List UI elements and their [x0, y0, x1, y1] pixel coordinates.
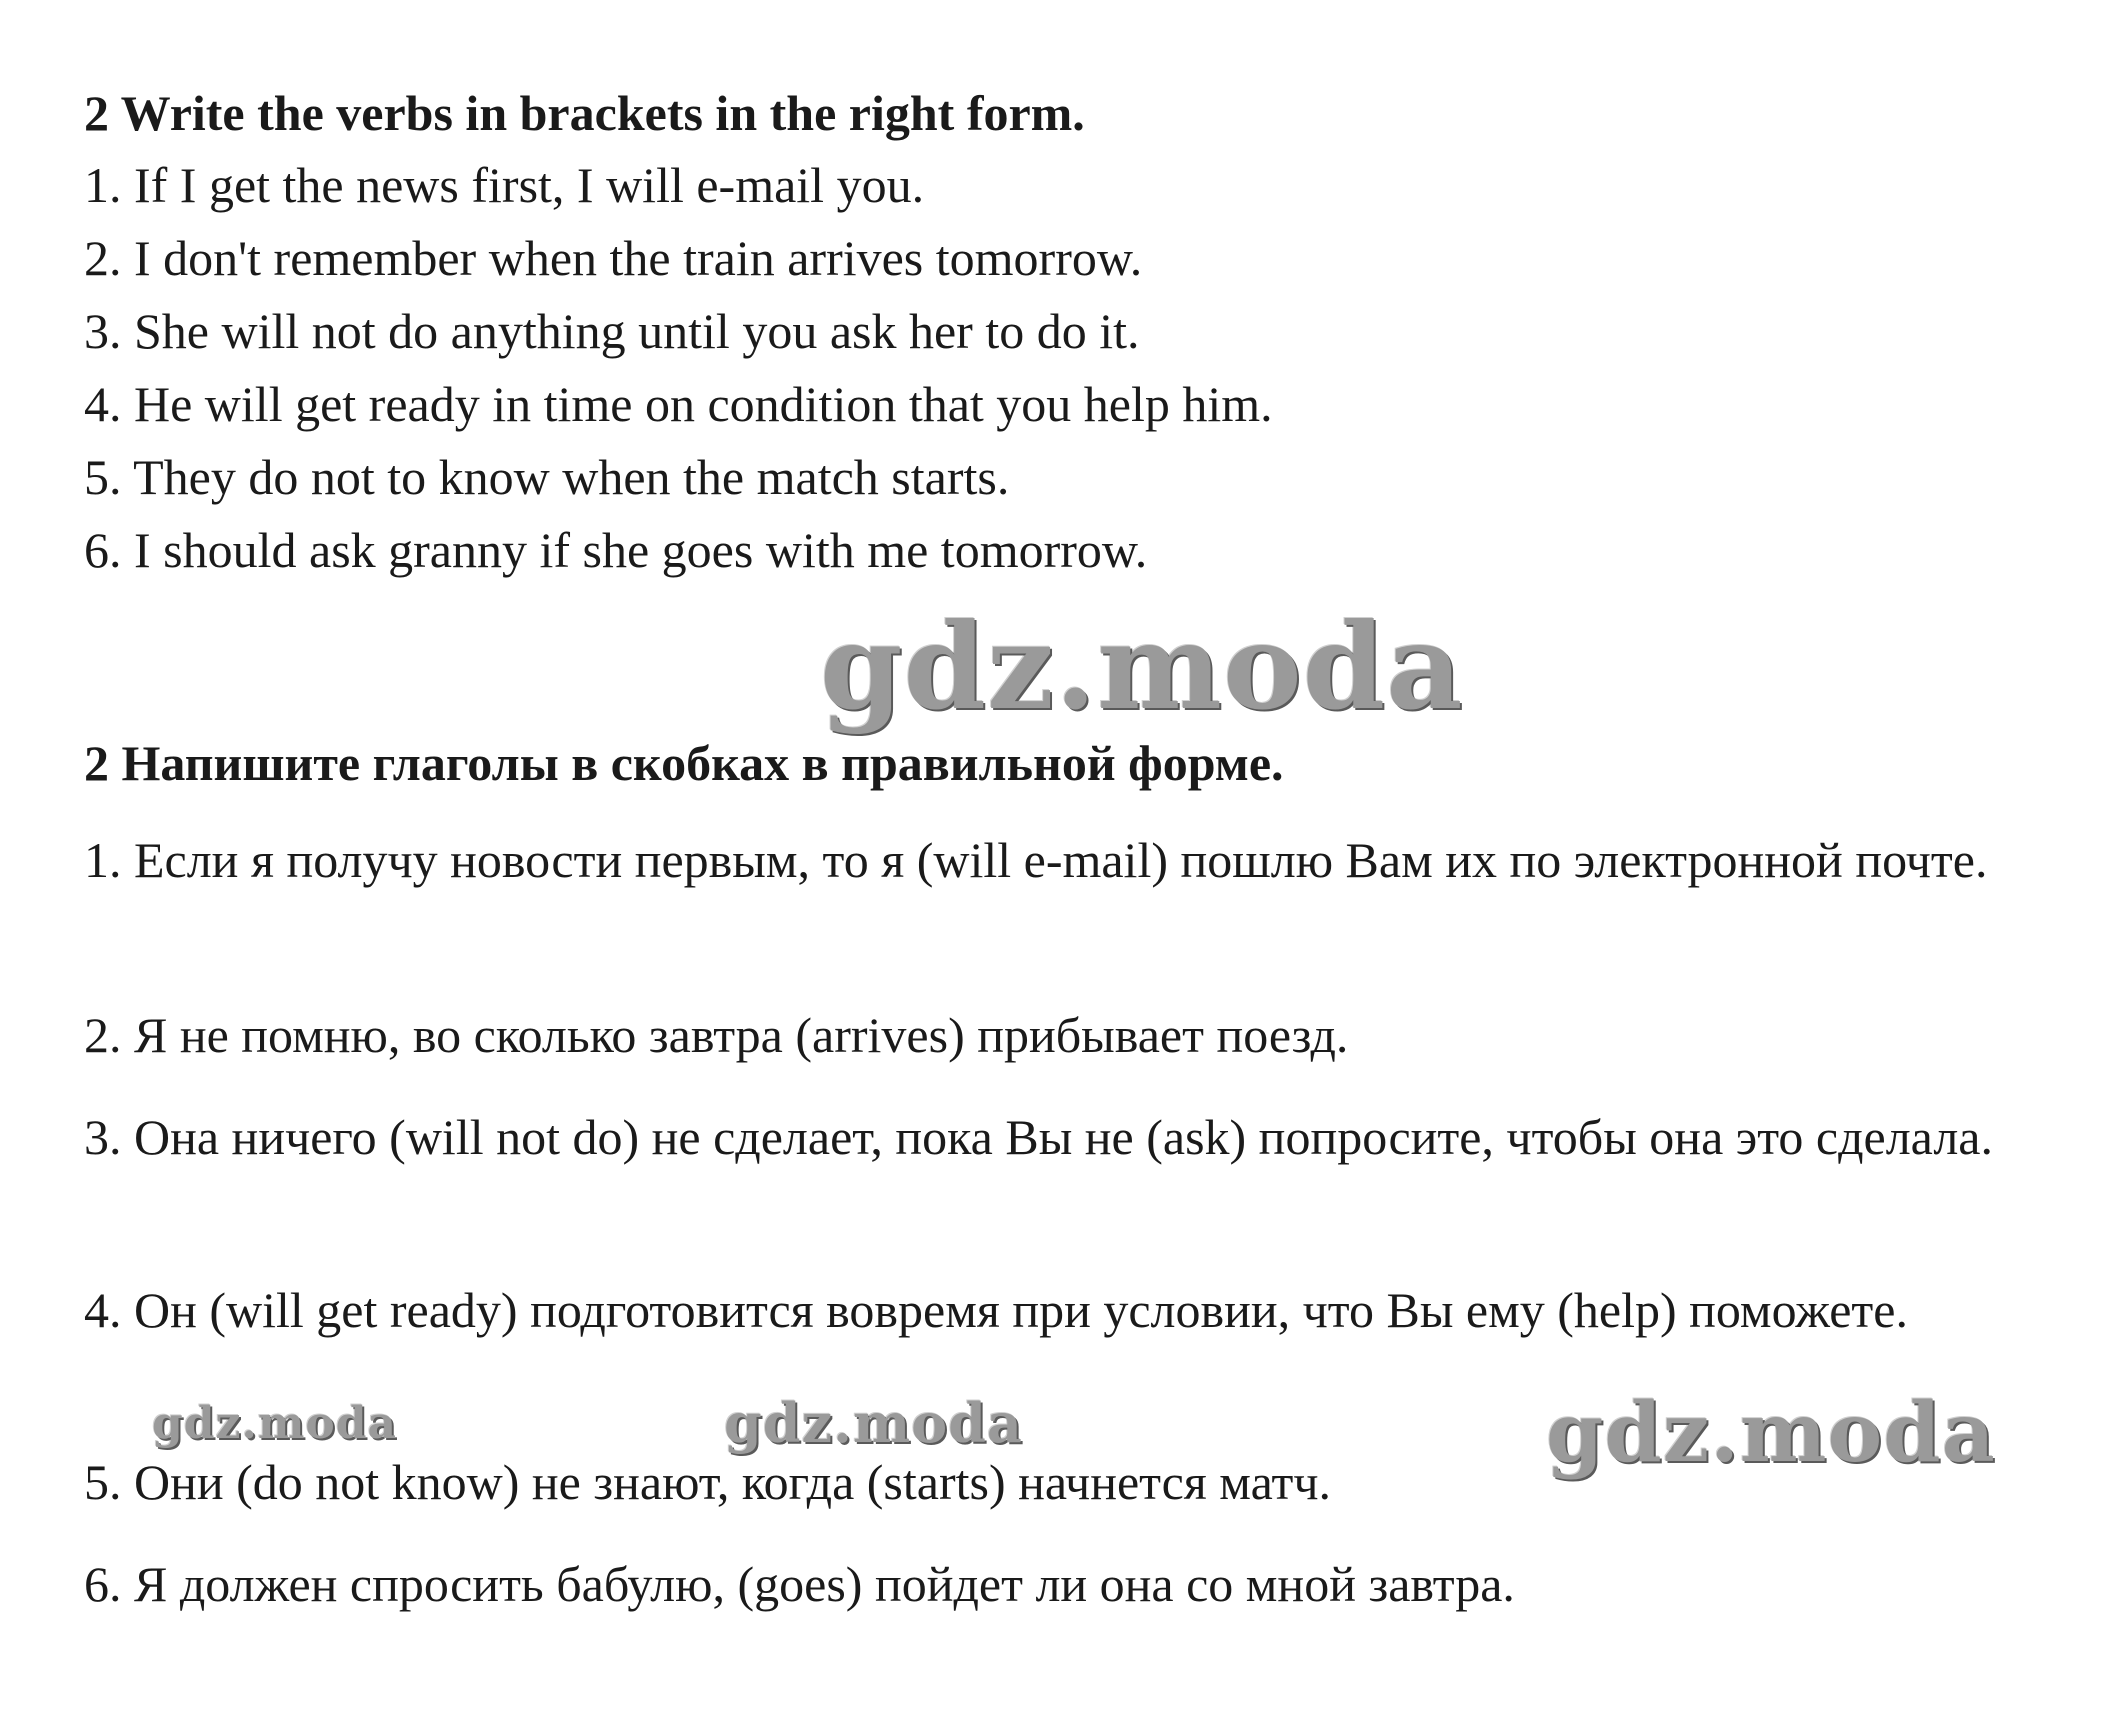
watermark-logo: gdz.moda [820, 597, 1464, 736]
watermark-logo-small-right: gdz.moda [1546, 1385, 1996, 1481]
russian-item-3: 3. Она ничего (will not do) не сделает, пока Вы не (ask) попросите, чтобы она это сделала. [84, 1109, 1993, 1165]
russian-item-4: 4. Он (will get ready) подготовится вовремя при условии, что Вы ему (help) поможете. [84, 1282, 1908, 1338]
english-item-3: 3. She will not do anything until you ask her to do it. [84, 303, 1140, 359]
english-heading: 2 Write the verbs in brackets in the right form. [84, 85, 1085, 141]
english-item-6: 6. I should ask granny if she goes with me tomorrow. [84, 522, 1148, 578]
russian-item-1: 1. Если я получу новости первым, то я (will e-mail) пошлю Вам их по электронной почте. [84, 832, 1988, 888]
russian-item-6: 6. Я должен спросить бабулю, (goes) пойдет ли она со мной завтра. [84, 1556, 1515, 1612]
english-item-1: 1. If I get the news first, I will e-mail you. [84, 157, 925, 213]
watermark-logo-small-left: gdz.moda [152, 1398, 398, 1449]
watermark-logo-small-center: gdz.moda [724, 1391, 1023, 1455]
russian-heading: 2 Напишите глаголы в скобках в правильной форме. [84, 735, 1284, 791]
english-item-2: 2. I don't remember when the train arrives tomorrow. [84, 230, 1143, 286]
russian-item-5: 5. Они (do not know) не знают, когда (starts) начнется матч. [84, 1454, 1331, 1510]
english-item-5: 5. They do not to know when the match starts. [84, 449, 1010, 505]
english-item-4: 4. He will get ready in time on condition that you help him. [84, 376, 1273, 432]
russian-item-2: 2. Я не помню, во сколько завтра (arrives) прибывает поезд. [84, 1007, 1349, 1063]
